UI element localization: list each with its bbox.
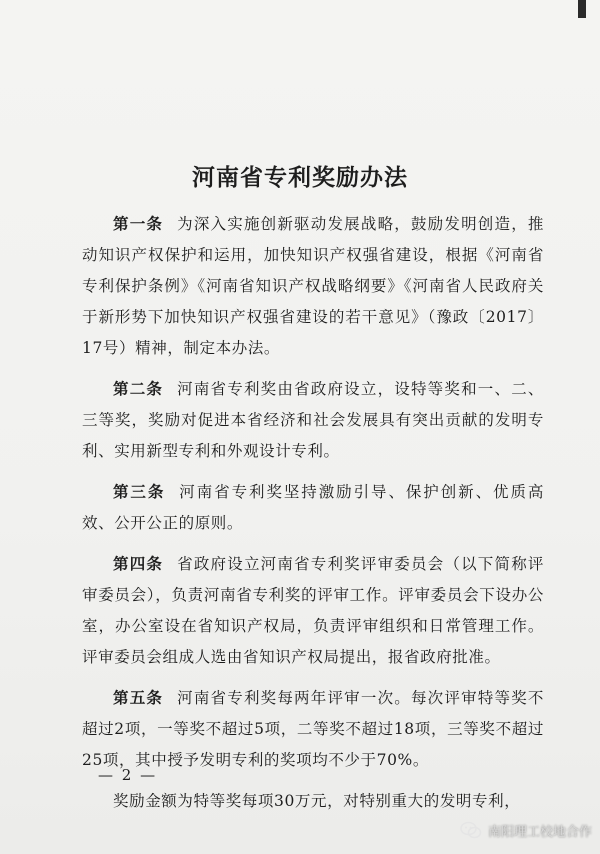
article-label: 第五条 bbox=[113, 689, 164, 707]
document-body bbox=[82, 209, 544, 827]
wechat-icon bbox=[460, 821, 482, 839]
source-watermark bbox=[460, 817, 592, 843]
paragraph-text: 奖励金额为特等奖每项30万元，对特别重大的发明专利， bbox=[113, 792, 521, 810]
paragraph-continuation bbox=[82, 786, 544, 817]
article-text: 河南省专利奖由省政府设立，设特等奖和一、二、三等奖，奖励对促进本省经济和社会发展具有突出贡献的发明专利、实用新型专利和外观设计专利。 bbox=[82, 380, 545, 460]
paragraph-article-1 bbox=[82, 209, 544, 364]
article-text: 省政府设立河南省专利奖评审委员会（以下简称评审委员会），负责河南省专利奖的评审工作。评审委员会下设办公室，办公室设在省知识产权局，负责评审组织和日常管理工作。评审委员会组成人选由省知识产权局提出，报省政府批准。 bbox=[82, 555, 545, 666]
article-label: 第一条 bbox=[113, 215, 164, 233]
paragraph-article-5 bbox=[82, 683, 544, 776]
article-text: 河南省专利奖每两年评审一次。每次评审特等奖不超过2项，一等奖不超过5项，二等奖不超过18项，三等奖不超过25项，其中授予发明专利的奖项均不少于70%。 bbox=[82, 689, 545, 769]
page-number: — 2 — bbox=[98, 766, 158, 784]
paragraph-article-3 bbox=[82, 477, 544, 539]
article-label: 第四条 bbox=[113, 555, 164, 573]
article-text: 河南省专利奖坚持激励引导、保护创新、优质高效、公开公正的原则。 bbox=[82, 483, 544, 532]
document-title: 河南省专利奖励办法 bbox=[192, 164, 408, 191]
paragraph-article-4 bbox=[82, 549, 544, 673]
paragraph-article-2 bbox=[82, 374, 544, 467]
article-text: 为深入实施创新驱动发展战略，鼓励发明创造，推动知识产权保护和运用，加快知识产权强省建设，根据《河南省专利保护条例》《河南省知识产权战略纲要》《河南省人民政府关于新形势下加快知识产权强省建设的若干意见》（豫政〔2017〕17号）精神，制定本办法。 bbox=[82, 215, 545, 357]
corner-mark bbox=[578, 0, 586, 18]
watermark-text: 南阳理工校地合作 bbox=[487, 824, 592, 840]
article-label: 第二条 bbox=[113, 380, 164, 398]
article-label: 第三条 bbox=[113, 483, 166, 501]
